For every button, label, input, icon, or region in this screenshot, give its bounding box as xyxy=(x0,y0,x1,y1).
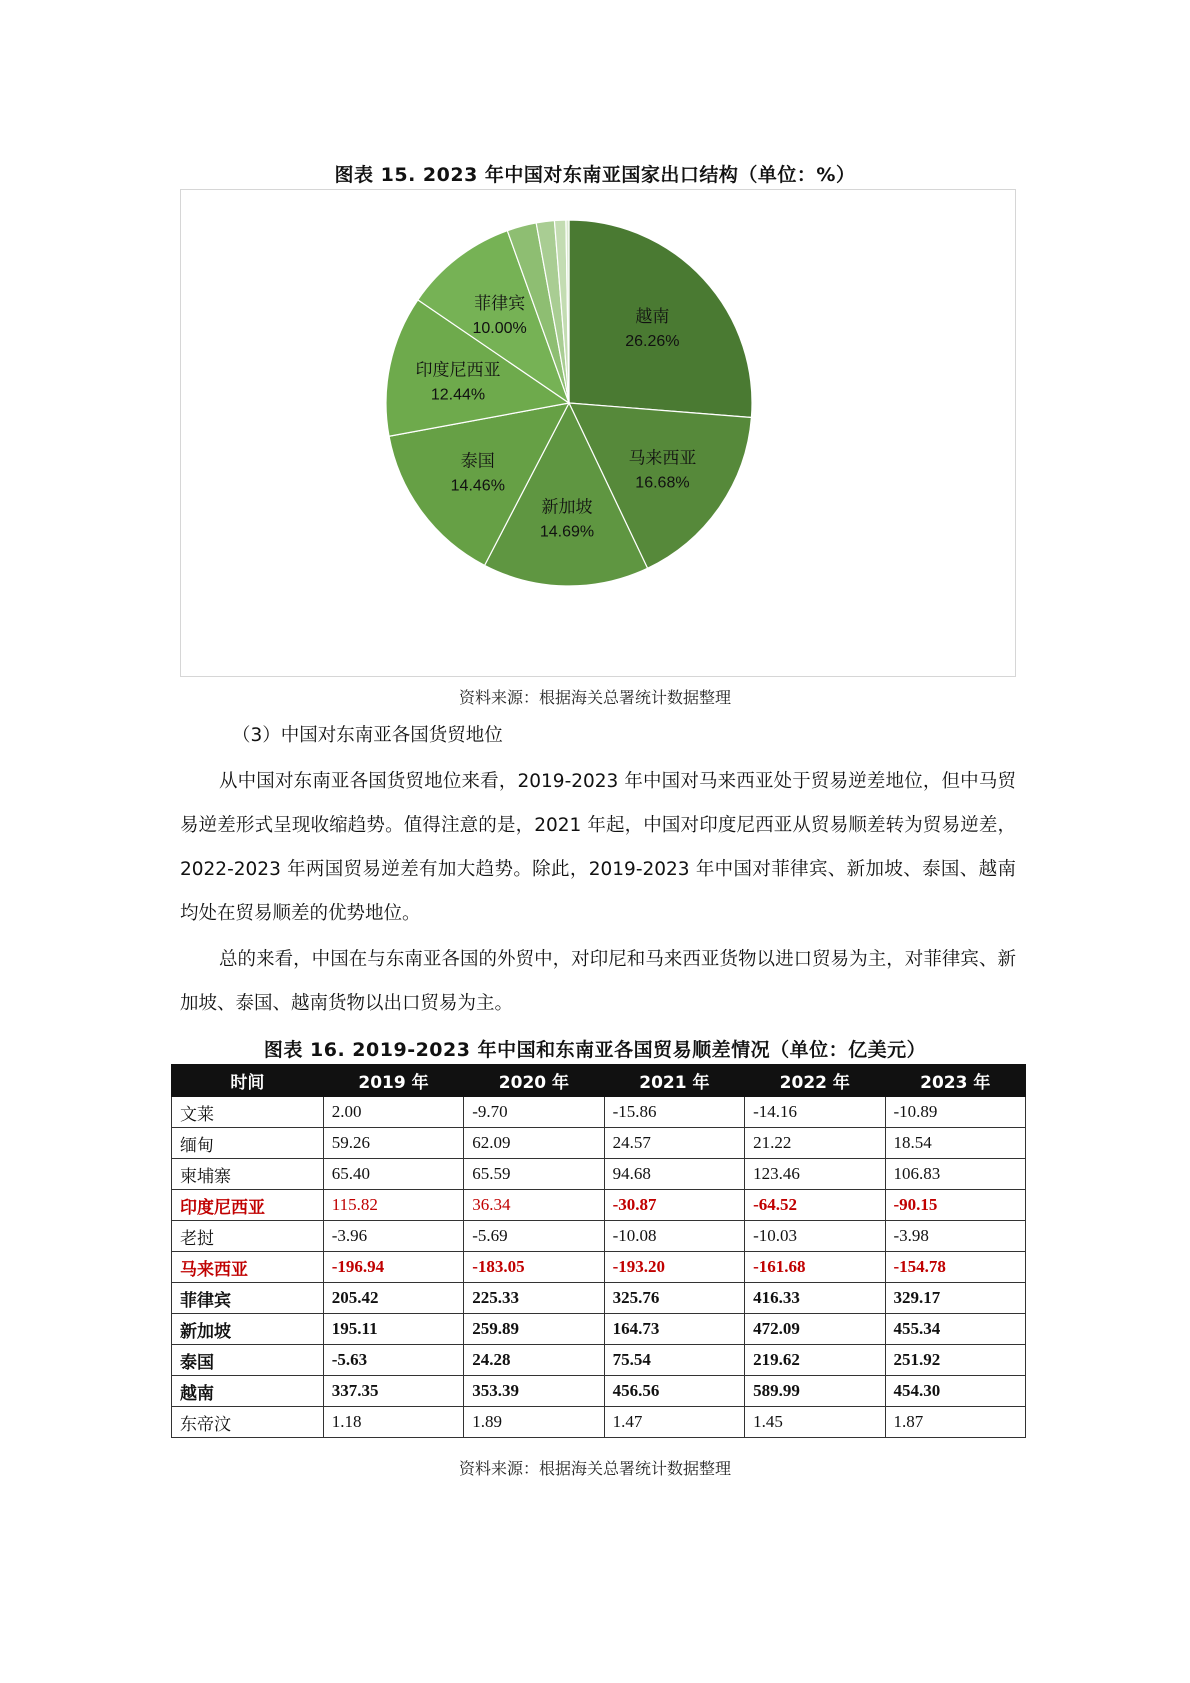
export-structure-pie-chart xyxy=(181,190,1017,678)
paragraph-summary: 总的来看，中国在与东南亚各国的外贸中，对印尼和马来西亚货物以进口贸易为主，对菲律宾、新加坡、泰国、越南货物以出口贸易为主。 xyxy=(180,949,1016,1014)
value-cell: 75.54 xyxy=(604,1345,744,1376)
country-cell: 东帝汶 xyxy=(172,1407,324,1438)
value-cell: 65.59 xyxy=(464,1159,604,1190)
country-cell: 泰国 xyxy=(172,1345,324,1376)
figure-15-title: 图表 15. 2023 年中国对东南亚国家出口结构（单位：%） xyxy=(334,164,856,186)
table-row xyxy=(172,1190,1026,1221)
pie-value-label: 10.00% xyxy=(472,320,527,338)
value-cell: 416.33 xyxy=(745,1283,885,1314)
pie-value-label: 14.46% xyxy=(450,477,505,495)
value-cell: 589.99 xyxy=(745,1376,885,1407)
header-cell: 2019 年 xyxy=(323,1065,463,1097)
value-cell: -30.87 xyxy=(604,1190,744,1221)
pie-label: 菲律宾 xyxy=(474,294,526,315)
value-cell: -9.70 xyxy=(464,1097,604,1128)
country-cell: 新加坡 xyxy=(172,1314,324,1345)
value-cell: 454.30 xyxy=(885,1376,1025,1407)
header-cell: 2023 年 xyxy=(885,1065,1025,1097)
value-cell: -10.08 xyxy=(604,1221,744,1252)
figure-16-title: 图表 16. 2019-2023 年中国和东南亚各国贸易顺差情况（单位：亿美元） xyxy=(263,1039,927,1061)
value-cell: 456.56 xyxy=(604,1376,744,1407)
value-cell: -196.94 xyxy=(323,1252,463,1283)
value-cell: -5.63 xyxy=(323,1345,463,1376)
value-cell: 36.34 xyxy=(464,1190,604,1221)
figure-15-source: 资料来源：根据海关总署统计数据整理 xyxy=(458,688,731,707)
header-cell: 2022 年 xyxy=(745,1065,885,1097)
value-cell: 251.92 xyxy=(885,1345,1025,1376)
country-cell: 缅甸 xyxy=(172,1128,324,1159)
table-row xyxy=(172,1128,1026,1159)
value-cell: -183.05 xyxy=(464,1252,604,1283)
value-cell: 1.87 xyxy=(885,1407,1025,1438)
value-cell: -154.78 xyxy=(885,1252,1025,1283)
header-cell: 时间 xyxy=(172,1065,324,1097)
value-cell: -14.16 xyxy=(745,1097,885,1128)
value-cell: 455.34 xyxy=(885,1314,1025,1345)
value-cell: 195.11 xyxy=(323,1314,463,1345)
trade-surplus-table xyxy=(171,1064,1026,1438)
header-cell: 2021 年 xyxy=(604,1065,744,1097)
value-cell: 1.45 xyxy=(745,1407,885,1438)
table-row xyxy=(172,1221,1026,1252)
value-cell: 24.57 xyxy=(604,1128,744,1159)
table-row xyxy=(172,1097,1026,1128)
table-row xyxy=(172,1314,1026,1345)
pie-label: 印度尼西亚 xyxy=(415,360,501,381)
value-cell: 1.89 xyxy=(464,1407,604,1438)
table-row xyxy=(172,1159,1026,1190)
value-cell: 329.17 xyxy=(885,1283,1025,1314)
country-cell: 马来西亚 xyxy=(172,1252,324,1283)
table-row xyxy=(172,1407,1026,1438)
value-cell: 325.76 xyxy=(604,1283,744,1314)
value-cell: 21.22 xyxy=(745,1128,885,1159)
value-cell: 2.00 xyxy=(323,1097,463,1128)
value-cell: 337.35 xyxy=(323,1376,463,1407)
value-cell: 59.26 xyxy=(323,1128,463,1159)
value-cell: 164.73 xyxy=(604,1314,744,1345)
table-row xyxy=(172,1252,1026,1283)
country-cell: 越南 xyxy=(172,1376,324,1407)
country-cell: 印度尼西亚 xyxy=(172,1190,324,1221)
value-cell: 65.40 xyxy=(323,1159,463,1190)
value-cell: -3.98 xyxy=(885,1221,1025,1252)
section-subheading: （3）中国对东南亚各国货贸地位 xyxy=(232,725,503,746)
value-cell: -90.15 xyxy=(885,1190,1025,1221)
table-row xyxy=(172,1283,1026,1314)
country-cell: 菲律宾 xyxy=(172,1283,324,1314)
pie-value-label: 12.44% xyxy=(430,386,486,404)
pie-value-label: 14.69% xyxy=(539,523,595,541)
pie-label: 越南 xyxy=(635,307,670,328)
value-cell: 205.42 xyxy=(323,1283,463,1314)
table-header-row xyxy=(172,1065,1026,1097)
value-cell: 106.83 xyxy=(885,1159,1025,1190)
pie-value-label: 26.26% xyxy=(625,333,680,351)
value-cell: 353.39 xyxy=(464,1376,604,1407)
value-cell: 94.68 xyxy=(604,1159,744,1190)
value-cell: -64.52 xyxy=(745,1190,885,1221)
table-row xyxy=(172,1345,1026,1376)
value-cell: -193.20 xyxy=(604,1252,744,1283)
country-cell: 老挝 xyxy=(172,1221,324,1252)
value-cell: -15.86 xyxy=(604,1097,744,1128)
pie-label: 马来西亚 xyxy=(628,448,697,469)
pie-chart-frame xyxy=(180,189,1016,677)
figure-16-source: 资料来源：根据海关总署统计数据整理 xyxy=(458,1459,731,1478)
pie-label: 新加坡 xyxy=(541,497,593,518)
value-cell: 225.33 xyxy=(464,1283,604,1314)
value-cell: 24.28 xyxy=(464,1345,604,1376)
pie-label: 泰国 xyxy=(460,451,495,472)
paragraph-trade-position: 从中国对东南亚各国货贸地位来看，2019-2023 年中国对马来西亚处于贸易逆差地位，但中马贸易逆差形式呈现收缩趋势。值得注意的是，2021 年起，中国对印度尼西亚从贸易顺差转为贸易逆差，2022-2023 年两国贸易逆差有加大趋势。除此，2019-2023 年中国对菲律宾、新加坡、泰国、越南均处在贸易顺差的优势地位。 xyxy=(180,771,1016,924)
value-cell: -10.89 xyxy=(885,1097,1025,1128)
value-cell: 472.09 xyxy=(745,1314,885,1345)
value-cell: 115.82 xyxy=(323,1190,463,1221)
value-cell: -161.68 xyxy=(745,1252,885,1283)
header-cell: 2020 年 xyxy=(464,1065,604,1097)
value-cell: -10.03 xyxy=(745,1221,885,1252)
value-cell: -3.96 xyxy=(323,1221,463,1252)
value-cell: 18.54 xyxy=(885,1128,1025,1159)
country-cell: 文莱 xyxy=(172,1097,324,1128)
value-cell: 259.89 xyxy=(464,1314,604,1345)
value-cell: 219.62 xyxy=(745,1345,885,1376)
value-cell: -5.69 xyxy=(464,1221,604,1252)
value-cell: 1.47 xyxy=(604,1407,744,1438)
table-row xyxy=(172,1376,1026,1407)
value-cell: 62.09 xyxy=(464,1128,604,1159)
value-cell: 1.18 xyxy=(323,1407,463,1438)
pie-value-label: 16.68% xyxy=(635,474,690,492)
country-cell: 柬埔寨 xyxy=(172,1159,324,1190)
value-cell: 123.46 xyxy=(745,1159,885,1190)
